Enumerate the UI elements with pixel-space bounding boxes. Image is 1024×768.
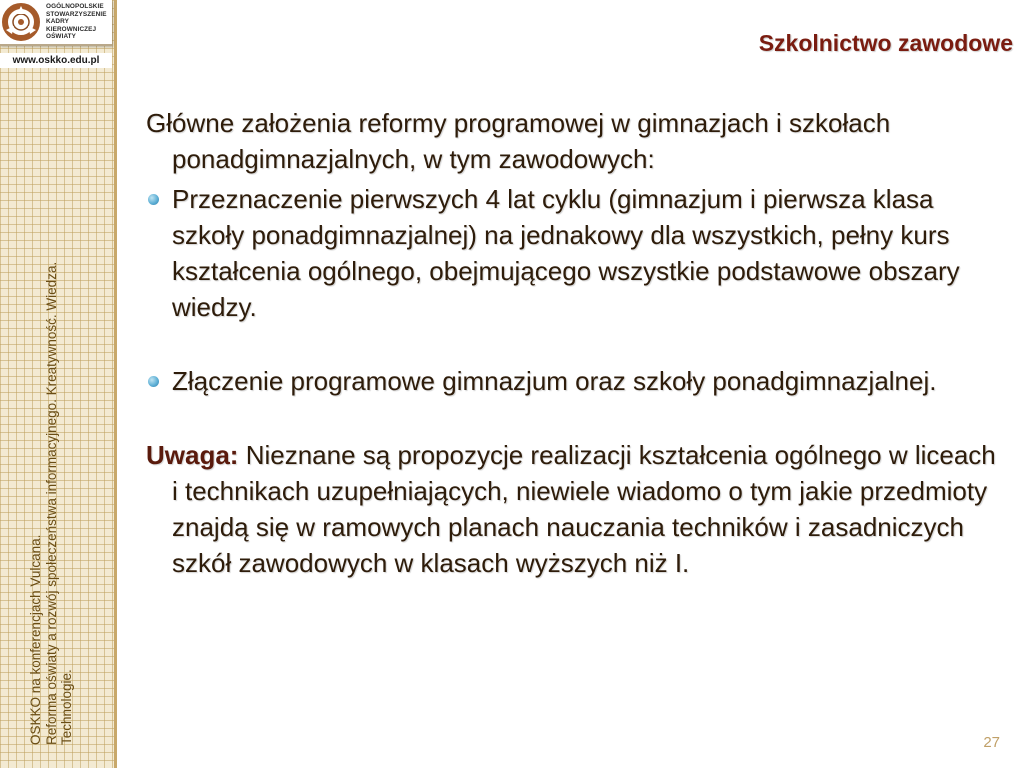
bullet-icon — [148, 376, 159, 387]
note-label: Uwaga: — [146, 440, 239, 470]
slide-content — [146, 105, 996, 581]
bullet-text: Przeznaczenie pierwszych 4 lat cyklu (gimnazjum i pierwsza klasa szkoły ponadgimnazjalnej) na jednakowy dla wszystkich, pełny kurs kształcenia ogólnego, obejmującego wszystkie podstawowe obszary wiedzy. — [172, 184, 960, 322]
logo — [0, 0, 112, 46]
intro-paragraph: Główne założenia reformy programowej w gimnazjach i szkołach ponadgimnazjalnych, w tym zawodowych: — [146, 108, 891, 174]
logo-line: KIEROWNICZEJ — [46, 25, 97, 33]
bullet-item — [146, 363, 996, 399]
sidebar — [0, 0, 117, 768]
bullet-icon — [148, 194, 159, 205]
logo-line: OŚWIATY — [46, 33, 77, 41]
site-url-link[interactable]: www.oskko.edu.pl — [0, 53, 112, 68]
note-paragraph — [146, 437, 996, 581]
logo-text — [46, 3, 107, 41]
bullet-item — [146, 181, 996, 325]
oskko-logo-icon — [2, 2, 40, 42]
caption-line: Reforma oświaty a rozwój społeczeństwa informacyjnego. Kreatywność. Wiedza. — [43, 261, 59, 745]
slide-title: Szkolnictwo zawodowe — [758, 30, 1013, 56]
logo-line: STOWARZYSZENIE — [46, 10, 107, 18]
page-number: 27 — [983, 734, 1000, 751]
logo-line: KADRY — [46, 18, 69, 26]
sidebar-vertical-caption — [28, 185, 75, 745]
logo-line: OGÓLNOPOLSKIE — [46, 3, 104, 10]
caption-line: OSKKO na konferencjach Vulcana. — [28, 534, 43, 745]
caption-line: Technologie. — [59, 669, 74, 745]
note-text: Nieznane są propozycje realizacji kształcenia ogólnego w liceach i technikach uzupełniających, niewiele wiadomo o tym jakie przedmioty znajdą się w ramowych planach nauczania techników i zasadniczych szkół zawodowych w klasach wyższych niż I. — [172, 440, 996, 578]
bullet-text: Złączenie programowe gimnazjum oraz szkoły ponadgimnazjalnej. — [172, 366, 937, 396]
